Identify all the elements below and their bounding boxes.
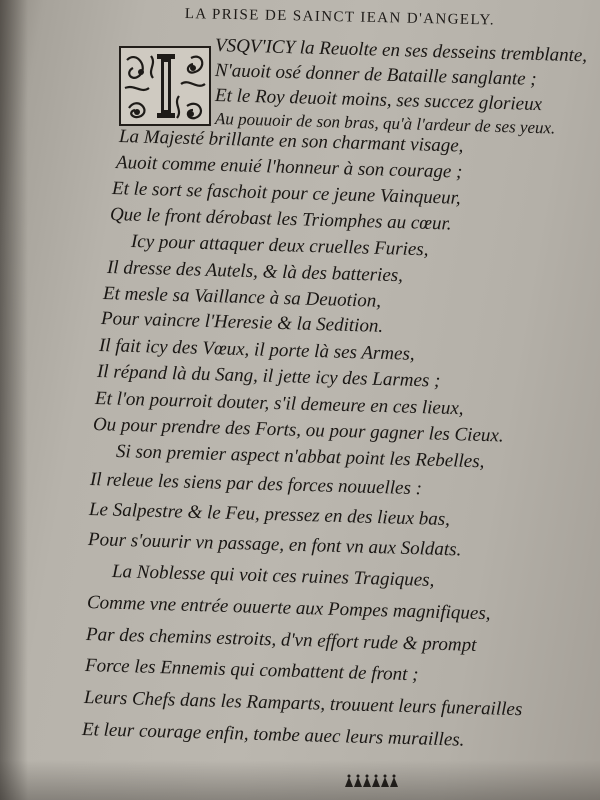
poem-line: Et mesle sa Vaillance à sa Deuotion, xyxy=(102,283,382,312)
poem-line: Et le Roy deuoit moins, ses succez glorieux xyxy=(214,85,543,116)
poem-line: Leurs Chefs dans les Ramparts, trouuent leurs funerailles xyxy=(83,687,523,721)
poem-line: Le Salpestre & le Feu, pressez en des lieux bas, xyxy=(88,499,451,531)
poem-line: Il répand là du Sang, il jette icy des Larmes ; xyxy=(96,361,441,392)
page-bottom-shadow xyxy=(0,760,600,800)
poem-line: Force les Ennemis qui combattent de front ; xyxy=(84,655,419,686)
poem-line: Pour s'ouurir vn passage, en font vn aux Soldats. xyxy=(87,529,462,561)
poem-line: Ou pour prendre des Forts, ou pour gagner les Cieux. xyxy=(92,414,504,447)
poem-line: Et le sort se faschoit pour ce jeune Vainqueur, xyxy=(111,178,461,209)
poem-line: Il dresse des Autels, & là des batteries, xyxy=(106,257,404,287)
poem-line: Et leur courage enfin, tombe auec leurs murailles. xyxy=(81,719,465,751)
poem-line: N'auoit osé donner de Bataille sanglante ; xyxy=(214,60,537,90)
poem-line: Que le front dérobast les Triomphes au cœur. xyxy=(109,204,452,235)
running-title: LA PRISE DE SAINCT IEAN D'ANGELY. xyxy=(184,6,496,29)
gutter-shadow xyxy=(0,0,28,800)
poem-line: Et l'on pourroit douter, s'il demeure en ces lieux, xyxy=(94,388,464,420)
poem-line: Pour vaincre l'Heresie & la Sedition. xyxy=(100,308,384,337)
poem-line: La Majesté brillante en son charmant visage, xyxy=(118,126,464,157)
poem-line: VSQV'ICY la Reuolte en ses desseins tremblante, xyxy=(214,35,588,67)
poem-line: Il fait icy des Vœux, il porte là ses Armes, xyxy=(98,335,415,365)
poem-line: La Noblesse qui voit ces ruines Tragiques, xyxy=(111,561,435,592)
ornate-drop-cap-letter-icon xyxy=(119,46,211,126)
poem-line: Icy pour attaquer deux cruelles Furies, xyxy=(130,231,429,261)
poem-line: Si son premier aspect n'abbat point les Rebelles, xyxy=(115,441,485,473)
poem-line: Au pouuoir de son bras, qu'à l'ardeur de ses yeux. xyxy=(214,109,556,138)
poem-line: Comme vne entrée ouuerte aux Pompes magnifiques, xyxy=(86,592,491,625)
poem-line: Il releue les siens par des forces nouuelles : xyxy=(89,469,423,500)
poem-line: Auoit comme enuié l'honneur à son courage ; xyxy=(115,152,463,183)
poem-line: Par des chemins estroits, d'vn effort rude & prompt xyxy=(85,624,477,656)
